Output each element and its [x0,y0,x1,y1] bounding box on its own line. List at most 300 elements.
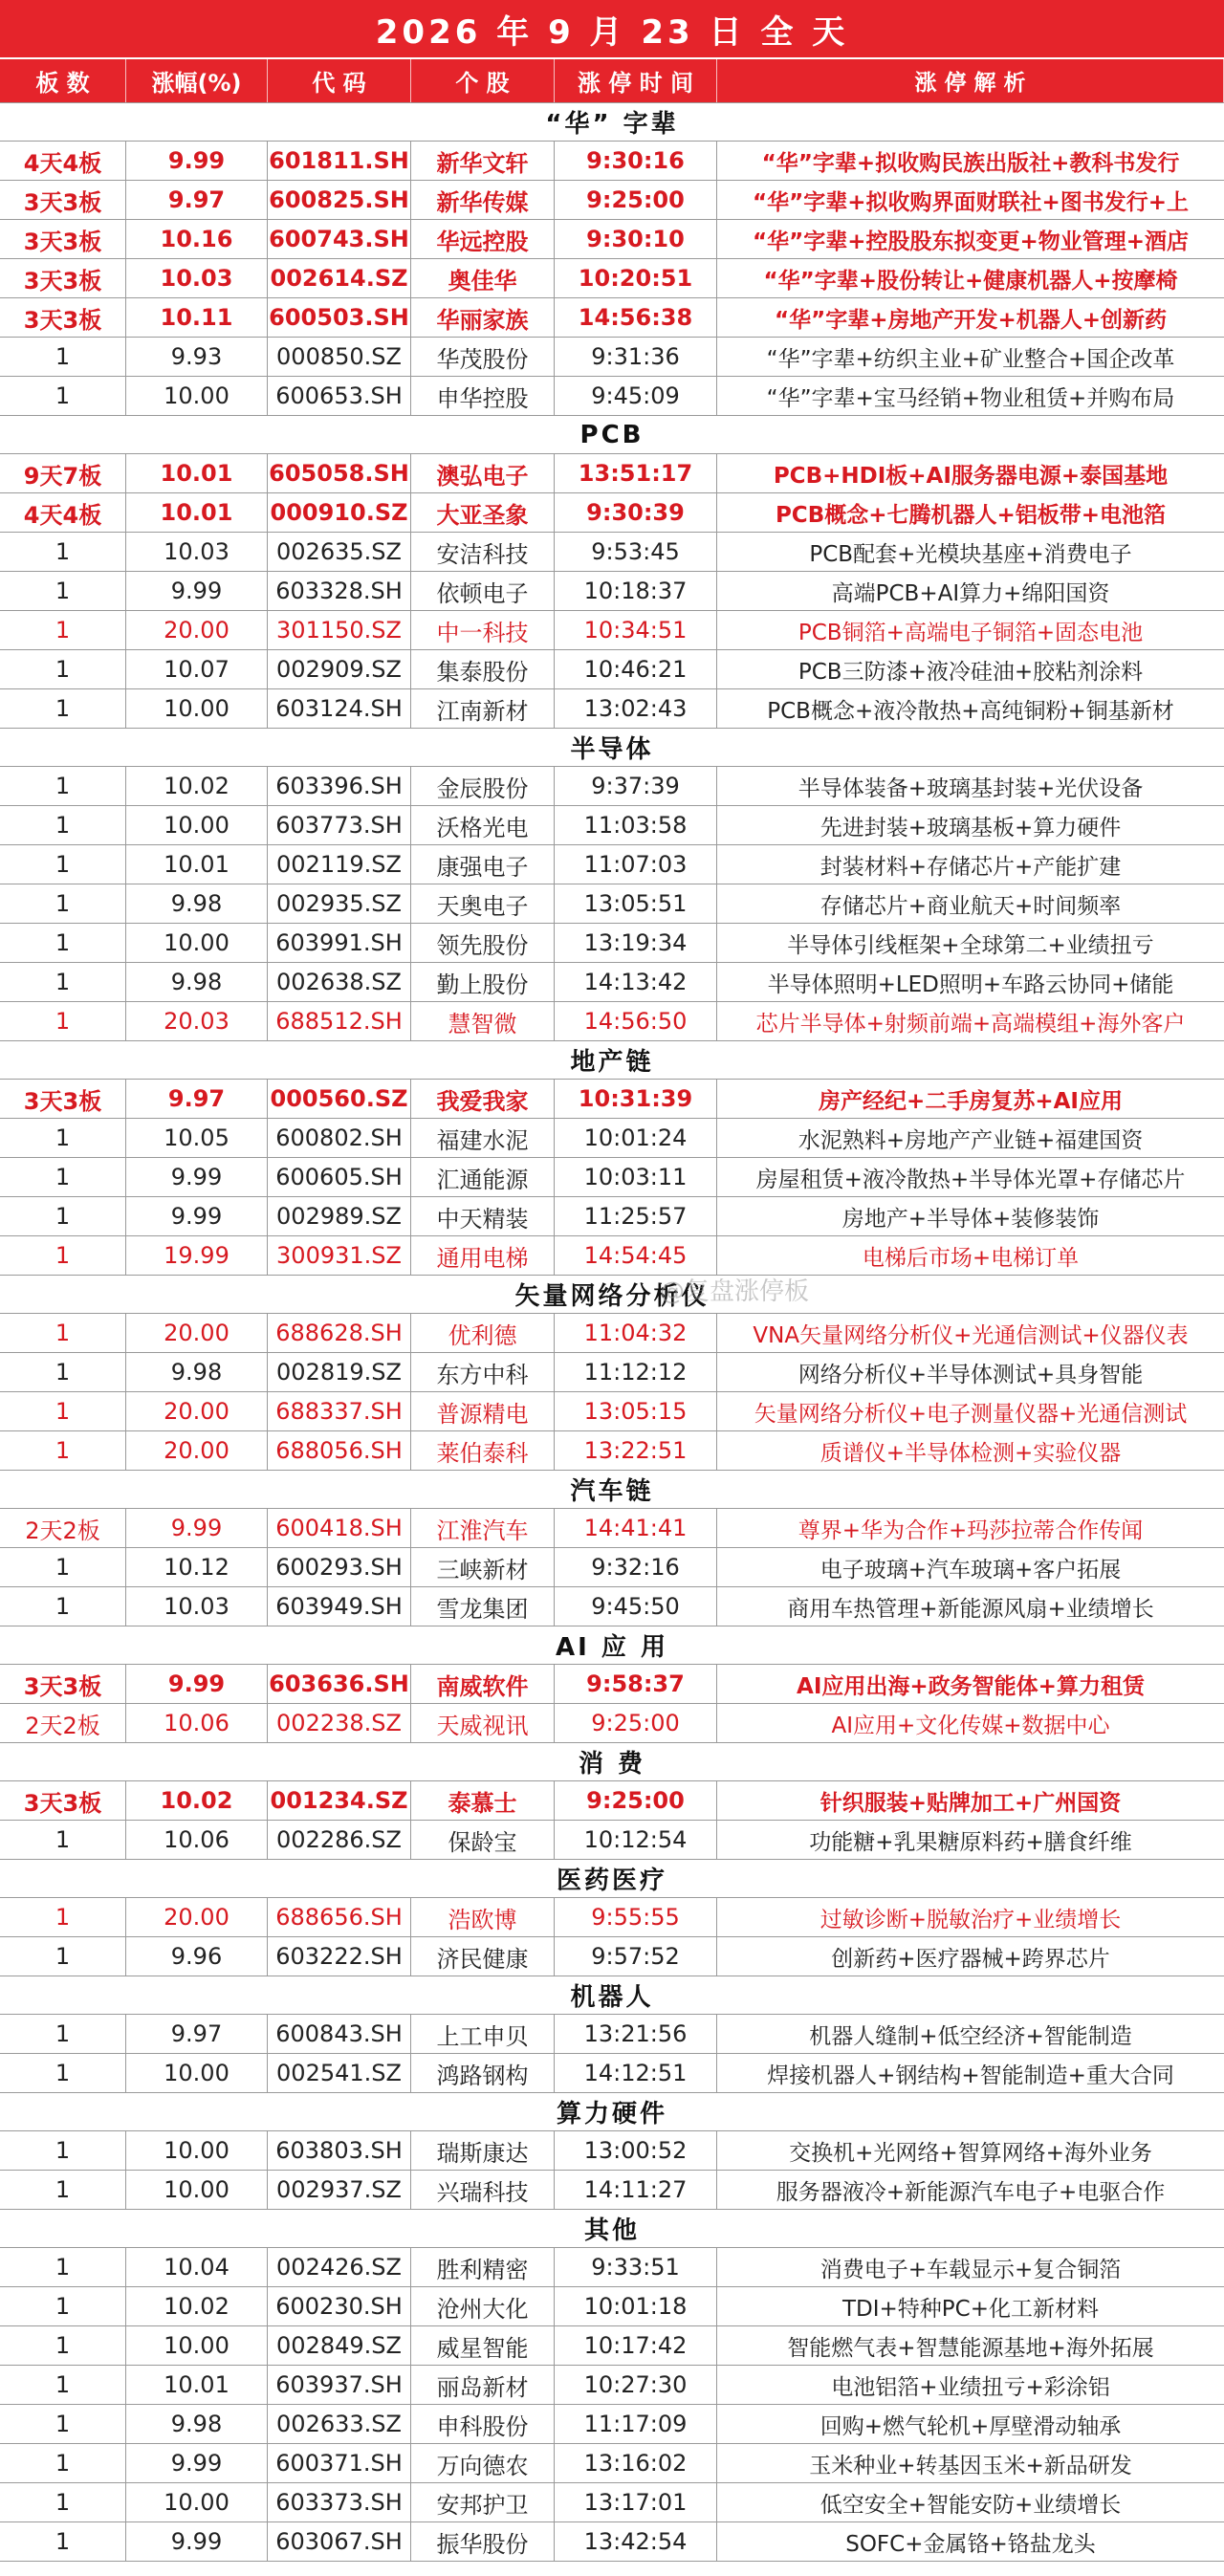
table-row [0,2287,1224,2326]
table-row [0,2131,1224,2171]
time-cell: 14:11:27 [555,2171,717,2209]
code-cell: 600503.SH [268,298,411,337]
section-header: 矢量网络分析仪 [0,1276,1224,1314]
time-cell: 9:25:00 [555,181,717,219]
reason-cell: 过敏诊断+脱敏治疗+业绩增长 [820,1907,1122,1932]
code-cell: 600653.SH [268,377,411,415]
code-cell: 600825.SH [268,181,411,219]
stock-name-cell: 澳弘电子 [411,454,555,492]
time-cell: 9:55:55 [555,1898,717,1936]
reason-cell: 先进封装+玻璃基板+算力硬件 [820,815,1122,840]
pct-cell: 10.00 [126,377,268,415]
pct-cell: 9.97 [126,2015,268,2053]
reason-cell: 房地产+半导体+装修装饰 [842,1206,1100,1232]
pct-cell: 10.00 [126,2131,268,2170]
pct-cell: 10.01 [126,493,268,532]
time-cell: 9:45:50 [555,1587,717,1626]
pct-cell: 10.06 [126,1704,268,1742]
reason-cell: “华”字辈+纺织主业+矿业整合+国企改革 [766,346,1175,372]
time-cell: 10:46:21 [555,650,717,688]
time-cell: 10:27:30 [555,2366,717,2404]
time-cell: 9:30:10 [555,220,717,258]
pct-cell: 9.99 [126,1665,268,1703]
page-title: 2026 年 9 月 23 日 全 天 [0,0,1224,57]
pct-cell: 9.99 [126,2522,268,2561]
time-cell: 13:00:52 [555,2131,717,2170]
table-row [0,220,1224,259]
pct-cell: 9.99 [126,142,268,180]
time-cell: 11:12:12 [555,1353,717,1391]
reason-cell: PCB概念+液冷散热+高纯铜粉+铜基新材 [767,698,1174,724]
reason-cell: “华”字辈+宝马经销+物业租赁+并购布局 [766,385,1175,411]
pct-cell: 10.01 [126,2366,268,2404]
section-header: 算力硬件 [0,2093,1224,2131]
table-row [0,2015,1224,2054]
pct-cell: 20.03 [126,1002,268,1040]
stock-name-cell: 普源精电 [411,1392,555,1430]
stock-name-cell: 领先股份 [411,924,555,962]
pct-cell: 20.00 [126,1431,268,1470]
boards-cell: 1 [0,533,126,571]
code-cell: 002541.SZ [268,2054,411,2092]
boards-cell: 1 [0,1353,126,1391]
reason-cell: 房产经纪+二手房复苏+AI应用 [819,1088,1123,1114]
watermark: @复盘涨停板 [660,1277,810,1306]
code-cell: 603636.SH [268,1665,411,1703]
code-cell: 002426.SZ [268,2248,411,2286]
reason-cell: 低空安全+智能安防+业绩增长 [820,2492,1122,2518]
pct-cell: 10.03 [126,533,268,571]
table-row [0,2483,1224,2522]
stock-name-cell: 瑞斯康达 [411,2131,555,2170]
table-row [0,1002,1224,1041]
table-row [0,2248,1224,2287]
pct-cell: 9.97 [126,1080,268,1118]
reason-cell: 回购+燃气轮机+厚壁滑动轴承 [820,2413,1122,2439]
stock-name-cell: 优利德 [411,1314,555,1352]
boards-cell: 1 [0,1158,126,1196]
pct-cell: 10.02 [126,767,268,805]
boards-cell: 1 [0,1197,126,1235]
reason-cell: 半导体照明+LED照明+车路云协同+储能 [767,971,1174,997]
stock-name-cell: 威星智能 [411,2326,555,2365]
boards-cell: 1 [0,377,126,415]
table-row [0,2326,1224,2366]
boards-cell: 1 [0,767,126,805]
time-cell: 13:05:15 [555,1392,717,1430]
code-cell: 002819.SZ [268,1353,411,1391]
boards-cell: 1 [0,2522,126,2561]
pct-cell: 10.01 [126,454,268,492]
time-cell: 10:18:37 [555,572,717,610]
header-time: 涨 停 时 间 [555,59,717,102]
stock-name-cell: 新华传媒 [411,181,555,219]
reason-cell: “华”字辈+拟收购界面财联社+图书发行+上 [752,189,1190,215]
table-row [0,1821,1224,1860]
time-cell: 14:54:45 [555,1236,717,1275]
boards-cell: 1 [0,1431,126,1470]
boards-cell: 3天3板 [0,220,126,258]
code-cell: 600371.SH [268,2444,411,2482]
section-header: AI 应 用 [0,1626,1224,1665]
pct-cell: 9.96 [126,1937,268,1976]
reason-cell: 电子玻璃+汽车玻璃+客户拓展 [820,1557,1122,1583]
table-row [0,963,1224,1002]
time-cell: 11:07:03 [555,845,717,884]
pct-cell: 10.00 [126,2326,268,2365]
pct-cell: 10.00 [126,2054,268,2092]
table-row [0,1898,1224,1937]
code-cell: 301150.SZ [268,611,411,649]
stock-name-cell: 汇通能源 [411,1158,555,1196]
pct-cell: 9.98 [126,2405,268,2443]
boards-cell: 1 [0,2054,126,2092]
stock-name-cell: 保龄宝 [411,1821,555,1859]
time-cell: 13:17:01 [555,2483,717,2521]
section-header: 其他 [0,2210,1224,2248]
pct-cell: 10.03 [126,259,268,297]
boards-cell: 3天3板 [0,1781,126,1820]
section-header: 汽车链 [0,1471,1224,1509]
reason-cell: PCB+HDI板+AI服务器电源+泰国基地 [773,463,1169,489]
table-row [0,1236,1224,1276]
time-cell: 13:19:34 [555,924,717,962]
pct-cell: 10.07 [126,650,268,688]
stock-name-cell: 丽岛新材 [411,2366,555,2404]
stock-name-cell: 华丽家族 [411,298,555,337]
pct-cell: 9.99 [126,1197,268,1235]
code-cell: 603328.SH [268,572,411,610]
boards-cell: 1 [0,2248,126,2286]
reason-cell: 服务器液冷+新能源汽车电子+电驱合作 [776,2179,1166,2205]
stock-name-cell: 胜利精密 [411,2248,555,2286]
section-header: 消 费 [0,1743,1224,1781]
pct-cell: 10.00 [126,2483,268,2521]
code-cell: 002119.SZ [268,845,411,884]
pct-cell: 19.99 [126,1236,268,1275]
code-cell: 002286.SZ [268,1821,411,1859]
boards-cell: 1 [0,1548,126,1586]
boards-cell: 1 [0,611,126,649]
stock-name-cell: 大亚圣象 [411,493,555,532]
stock-name-cell: 莱伯泰科 [411,1431,555,1470]
boards-cell: 3天3板 [0,1080,126,1118]
table-row [0,533,1224,572]
reason-cell: 交换机+光网络+智算网络+海外业务 [789,2140,1152,2166]
stock-name-cell: 沧州大化 [411,2287,555,2325]
pct-cell: 9.98 [126,884,268,923]
time-cell: 14:56:50 [555,1002,717,1040]
reason-cell: “华”字辈+股份转让+健康机器人+按摩椅 [763,268,1178,294]
reason-cell: 质谱仪+半导体检测+实验仪器 [820,1440,1122,1466]
table-row [0,806,1224,845]
pct-cell: 10.06 [126,1821,268,1859]
time-cell: 13:16:02 [555,2444,717,2482]
stock-name-cell: 勤上股份 [411,963,555,1001]
time-cell: 13:05:51 [555,884,717,923]
code-cell: 002909.SZ [268,650,411,688]
table-row [0,1937,1224,1976]
stock-name-cell: 江淮汽车 [411,1509,555,1547]
section-header: 半导体 [0,729,1224,767]
boards-cell: 1 [0,2483,126,2521]
reason-cell: 商用车热管理+新能源风扇+业绩增长 [787,1596,1154,1622]
boards-cell: 3天3板 [0,298,126,337]
pct-cell: 10.00 [126,924,268,962]
boards-cell: 1 [0,2287,126,2325]
time-cell: 10:12:54 [555,1821,717,1859]
section-header: 机器人 [0,1976,1224,2015]
code-cell: 603773.SH [268,806,411,844]
table-row [0,2054,1224,2093]
code-cell: 000560.SZ [268,1080,411,1118]
code-cell: 603373.SH [268,2483,411,2521]
reason-cell: 网络分析仪+半导体测试+具身智能 [798,1362,1144,1387]
reason-cell: “华”字辈+控股股东拟变更+物业管理+酒店 [752,229,1190,254]
stock-name-cell: 新华文轩 [411,142,555,180]
stock-name-cell: 浩欧博 [411,1898,555,1936]
code-cell: 603396.SH [268,767,411,805]
table-row [0,1197,1224,1236]
reason-cell: TDI+特种PC+化工新材料 [842,2296,1099,2322]
code-cell: 002633.SZ [268,2405,411,2443]
reason-cell: AI应用+文化传媒+数据中心 [831,1713,1110,1738]
table-row [0,2405,1224,2444]
boards-cell: 1 [0,1898,126,1936]
table-row [0,1431,1224,1471]
time-cell: 10:20:51 [555,259,717,297]
pct-cell: 10.00 [126,689,268,728]
table-row [0,338,1224,377]
reason-cell: 芯片半导体+射频前端+高端模组+海外客户 [755,1011,1186,1037]
pct-cell: 10.05 [126,1119,268,1157]
time-cell: 9:30:16 [555,142,717,180]
boards-cell: 1 [0,845,126,884]
pct-cell: 10.00 [126,806,268,844]
boards-cell: 1 [0,650,126,688]
boards-cell: 1 [0,2326,126,2365]
table-row [0,2444,1224,2483]
table-row [0,1509,1224,1548]
time-cell: 9:32:16 [555,1548,717,1586]
table-row [0,142,1224,181]
stock-name-cell: 康强电子 [411,845,555,884]
boards-cell: 1 [0,2444,126,2482]
boards-cell: 4天4板 [0,142,126,180]
table-row [0,650,1224,689]
pct-cell: 10.00 [126,2171,268,2209]
pct-cell: 9.97 [126,181,268,219]
table-row [0,572,1224,611]
stock-name-cell: 泰慕士 [411,1781,555,1820]
stock-name-cell: 安邦护卫 [411,2483,555,2521]
reason-cell: “华”字辈+拟收购民族出版社+教科书发行 [761,150,1180,176]
code-cell: 002937.SZ [268,2171,411,2209]
boards-cell: 1 [0,1236,126,1275]
stock-name-cell: 依顿电子 [411,572,555,610]
reason-cell: 智能燃气表+智慧能源基地+海外拓展 [787,2335,1154,2361]
code-cell: 002614.SZ [268,259,411,297]
table-row [0,1665,1224,1704]
header-pct: 涨幅(%) [126,59,268,102]
code-cell: 605058.SH [268,454,411,492]
code-cell: 603937.SH [268,2366,411,2404]
table-row [0,1080,1224,1119]
code-cell: 600418.SH [268,1509,411,1547]
stock-name-cell: 安洁科技 [411,533,555,571]
table-row [0,689,1224,729]
time-cell: 14:41:41 [555,1509,717,1547]
boards-cell: 1 [0,1314,126,1352]
reason-cell: PCB铜箔+高端电子铜箔+固态电池 [798,620,1144,645]
boards-cell: 3天3板 [0,181,126,219]
table-row [0,924,1224,963]
code-cell: 603222.SH [268,1937,411,1976]
boards-cell: 1 [0,2405,126,2443]
stock-name-cell: 申华控股 [411,377,555,415]
stock-name-cell: 鸿路钢构 [411,2054,555,2092]
stock-name-cell: 南威软件 [411,1665,555,1703]
boards-cell: 1 [0,1119,126,1157]
table-row [0,454,1224,493]
section-header: PCB [0,416,1224,454]
boards-cell: 2天2板 [0,1704,126,1742]
code-cell: 603124.SH [268,689,411,728]
boards-cell: 1 [0,338,126,376]
stock-name-cell: 万向德农 [411,2444,555,2482]
table-row [0,1314,1224,1353]
boards-cell: 1 [0,1002,126,1040]
boards-cell: 1 [0,572,126,610]
pct-cell: 20.00 [126,1898,268,1936]
time-cell: 13:42:54 [555,2522,717,2561]
stock-name-cell: 兴瑞科技 [411,2171,555,2209]
code-cell: 600843.SH [268,2015,411,2053]
pct-cell: 10.04 [126,2248,268,2286]
stock-name-cell: 福建水泥 [411,1119,555,1157]
header-stock: 个 股 [411,59,555,102]
stock-name-cell: 通用电梯 [411,1236,555,1275]
stock-name-cell: 雪龙集团 [411,1587,555,1626]
code-cell: 688512.SH [268,1002,411,1040]
time-cell: 13:51:17 [555,454,717,492]
time-cell: 10:01:18 [555,2287,717,2325]
time-cell: 11:03:58 [555,806,717,844]
table-row [0,1392,1224,1431]
stock-name-cell: 天奥电子 [411,884,555,923]
code-cell: 603949.SH [268,1587,411,1626]
reason-cell: 创新药+医疗器械+跨界芯片 [831,1946,1110,1972]
time-cell: 10:03:11 [555,1158,717,1196]
code-cell: 688337.SH [268,1392,411,1430]
header-boards: 板 数 [0,59,126,102]
table-row [0,1587,1224,1626]
stock-name-cell: 慧智微 [411,1002,555,1040]
code-cell: 600743.SH [268,220,411,258]
boards-cell: 1 [0,924,126,962]
reason-cell: 半导体装备+玻璃基封装+光伏设备 [798,775,1144,801]
stock-name-cell: 三峡新材 [411,1548,555,1586]
time-cell: 13:22:51 [555,1431,717,1470]
section-header: 医药医疗 [0,1860,1224,1898]
time-cell: 10:34:51 [555,611,717,649]
time-cell: 11:25:57 [555,1197,717,1235]
reason-cell: 半导体引线框架+全球第二+业绩扭亏 [787,932,1154,958]
reason-cell: 矢量网络分析仪+电子测量仪器+光通信测试 [754,1401,1188,1427]
pct-cell: 9.99 [126,2444,268,2482]
boards-cell: 3天3板 [0,1665,126,1703]
reason-cell: 焊接机器人+钢结构+智能制造+重大合同 [767,2063,1174,2088]
boards-cell: 1 [0,1821,126,1859]
reason-cell: PCB三防漆+液冷硅油+胶粘剂涂料 [798,659,1144,685]
pct-cell: 20.00 [126,1392,268,1430]
pct-cell: 9.98 [126,963,268,1001]
code-cell: 601811.SH [268,142,411,180]
boards-cell: 1 [0,884,126,923]
stock-name-cell: 天威视讯 [411,1704,555,1742]
boards-cell: 1 [0,1392,126,1430]
reason-cell: 功能糖+乳果糖原料药+膳食纤维 [809,1829,1132,1855]
pct-cell: 10.03 [126,1587,268,1626]
boards-cell: 4天4板 [0,493,126,532]
table-row [0,1353,1224,1392]
table-row [0,493,1224,533]
code-cell: 002935.SZ [268,884,411,923]
reason-cell: 存储芯片+商业航天+时间频率 [820,893,1122,919]
time-cell: 9:45:09 [555,377,717,415]
code-cell: 002238.SZ [268,1704,411,1742]
reason-cell: 封装材料+存储芯片+产能扩建 [820,854,1122,880]
stock-name-cell: 我爱我家 [411,1080,555,1118]
table-row [0,259,1224,298]
stock-name-cell: 申科股份 [411,2405,555,2443]
code-cell: 600605.SH [268,1158,411,1196]
pct-cell: 9.99 [126,572,268,610]
stock-name-cell: 沃格光电 [411,806,555,844]
code-cell: 603991.SH [268,924,411,962]
table-row [0,1119,1224,1158]
time-cell: 13:21:56 [555,2015,717,2053]
boards-cell: 1 [0,1937,126,1976]
pct-cell: 9.99 [126,1158,268,1196]
code-cell: 603067.SH [268,2522,411,2561]
pct-cell: 10.02 [126,2287,268,2325]
time-cell: 9:25:00 [555,1781,717,1820]
boards-cell: 1 [0,2366,126,2404]
boards-cell: 1 [0,963,126,1001]
boards-cell: 1 [0,2131,126,2170]
code-cell: 600802.SH [268,1119,411,1157]
stock-name-cell: 济民健康 [411,1937,555,1976]
time-cell: 14:13:42 [555,963,717,1001]
code-cell: 002849.SZ [268,2326,411,2365]
time-cell: 9:33:51 [555,2248,717,2286]
time-cell: 9:25:00 [555,1704,717,1742]
stock-name-cell: 华茂股份 [411,338,555,376]
boards-cell: 2天2板 [0,1509,126,1547]
reason-cell: 尊界+华为合作+玛莎拉蒂合作传闻 [798,1517,1144,1543]
boards-cell: 1 [0,806,126,844]
pct-cell: 10.16 [126,220,268,258]
boards-cell: 1 [0,2171,126,2209]
reason-cell: SOFC+金属铬+铬盐龙头 [845,2531,1096,2557]
stock-name-cell: 中天精装 [411,1197,555,1235]
code-cell: 688656.SH [268,1898,411,1936]
code-cell: 688056.SH [268,1431,411,1470]
time-cell: 11:04:32 [555,1314,717,1352]
time-cell: 10:31:39 [555,1080,717,1118]
stock-name-cell: 中一科技 [411,611,555,649]
